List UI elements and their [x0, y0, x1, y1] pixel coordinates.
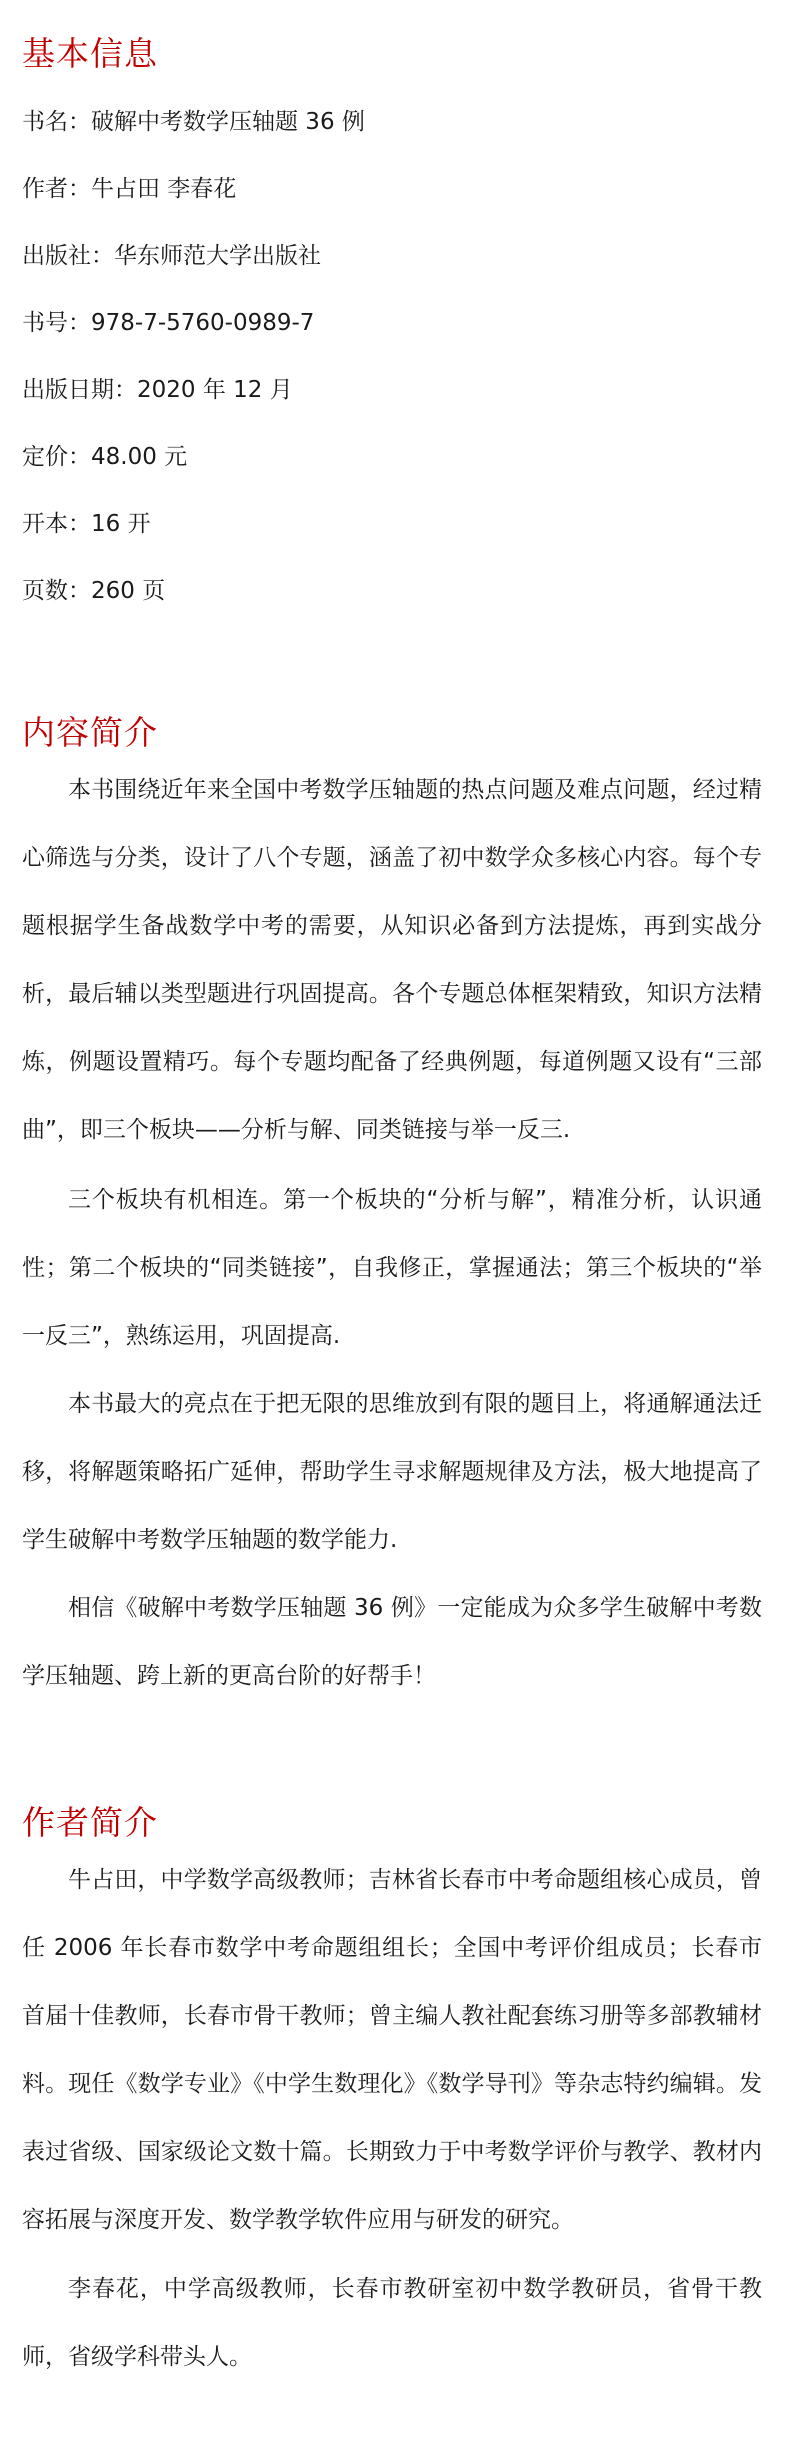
info-publish-date: 出版日期：2020 年 12 月: [22, 377, 293, 403]
basic-info-heading: 基本信息: [22, 34, 158, 73]
info-authors: 作者：牛占田 李春花: [22, 176, 237, 202]
info-format: 开本：16 开: [22, 511, 151, 537]
content-intro-paragraph: 三个板块有机相连。第一个板块的“分析与解”，精准分析，认识通性；第二个板块的“同类链接”，自我修正，掌握通法；第三个板块的“举一反三”，熟练运用，巩固提高.: [22, 1187, 762, 1349]
content-intro-paragraph: 相信《破解中考数学压轴题 36 例》一定能成为众多学生破解中考数学压轴题、跨上新的更高台阶的好帮手！: [22, 1595, 762, 1689]
author-intro-paragraph: 李春花，中学高级教师，长春市教研室初中数学教研员，省骨干教师，省级学科带头人。: [22, 2276, 762, 2370]
author-intro-heading: 作者简介: [22, 1803, 158, 1842]
info-publisher: 出版社：华东师范大学出版社: [22, 243, 321, 269]
author-intro-paragraph: 牛占田，中学数学高级教师；吉林省长春市中考命题组核心成员，曾任 2006 年长春市数学中考命题组组长；全国中考评价组成员；长春市首届十佳教师，长春市骨干教师；曾主编人教社配套练习册等多部教辅材料。现任《数学专业》《中学生数理化》《数学导刊》等杂志特约编辑。发表过省级、国家级论文数十篇。长期致力于中考数学评价与教学、教材内容拓展与深度开发、数学教学软件应用与研发的研究。: [22, 1867, 762, 2233]
info-title: 书名：破解中考数学压轴题 36 例: [22, 109, 365, 135]
info-price: 定价：48.00 元: [22, 444, 188, 470]
info-isbn: 书号：978-7-5760-0989-7: [22, 310, 315, 336]
content-intro-heading: 内容简介: [22, 713, 158, 752]
info-pages: 页数：260 页: [22, 578, 166, 604]
content-intro-paragraph: 本书围绕近年来全国中考数学压轴题的热点问题及难点问题，经过精心筛选与分类，设计了八个专题，涵盖了初中数学众多核心内容。每个专题根据学生备战数学中考的需要，从知识必备到方法提炼，再到实战分析，最后辅以类型题进行巩固提高。各个专题总体框架精致，知识方法精炼，例题设置精巧。每个专题均配备了经典例题，每道例题又设有“三部曲”，即三个板块——分析与解、同类链接与举一反三.: [22, 777, 762, 1143]
content-intro-paragraph: 本书最大的亮点在于把无限的思维放到有限的题目上，将通解通法迁移，将解题策略拓广延伸，帮助学生寻求解题规律及方法，极大地提高了学生破解中考数学压轴题的数学能力.: [22, 1391, 762, 1553]
